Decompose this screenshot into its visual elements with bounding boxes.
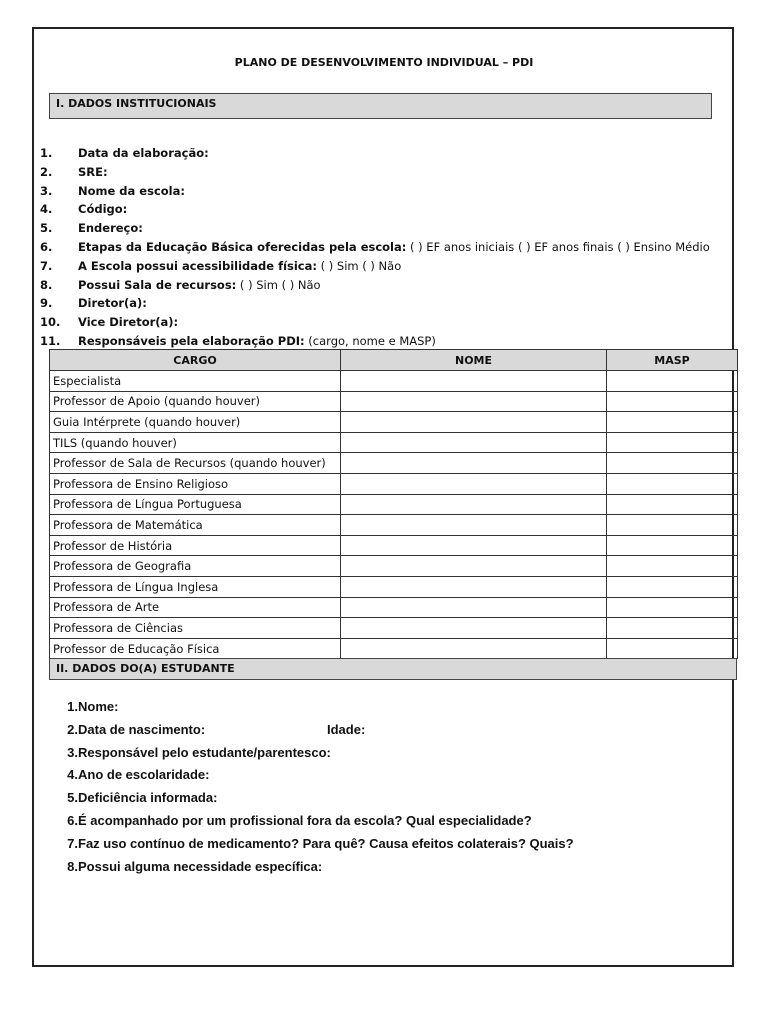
masp-cell[interactable]: [607, 391, 738, 412]
cargo-cell: TILS (quando houver): [50, 432, 341, 453]
nome-cell[interactable]: [341, 432, 607, 453]
nome-cell[interactable]: [341, 371, 607, 392]
cargo-cell: Professor de História: [50, 535, 341, 556]
cargo-cell: Professora de Ensino Religioso: [50, 473, 341, 494]
cargo-cell: Professora de Matemática: [50, 515, 341, 536]
masp-cell[interactable]: [607, 473, 738, 494]
table-row: [50, 453, 738, 474]
table-row: [50, 535, 738, 556]
cargo-cell: Especialista: [50, 371, 341, 392]
masp-cell[interactable]: [607, 535, 738, 556]
nome-cell[interactable]: [341, 453, 607, 474]
column-header-cargo: CARGO: [50, 350, 341, 371]
nome-cell[interactable]: [341, 618, 607, 639]
age-label: Idade:: [327, 721, 366, 737]
table-row: [50, 432, 738, 453]
masp-cell[interactable]: [607, 515, 738, 536]
nome-cell[interactable]: [341, 535, 607, 556]
masp-cell[interactable]: [607, 576, 738, 597]
nome-cell[interactable]: [341, 576, 607, 597]
table-row: [50, 391, 738, 412]
section-header-student: II. DADOS DO(A) ESTUDANTE: [49, 658, 737, 680]
column-header-masp: MASP: [607, 350, 738, 371]
column-header-nome: NOME: [341, 350, 607, 371]
masp-cell[interactable]: [607, 638, 738, 659]
masp-cell[interactable]: [607, 412, 738, 433]
table-header-row: [50, 350, 738, 371]
cargo-cell: Professora de Arte: [50, 597, 341, 618]
table-row: [50, 618, 738, 639]
masp-cell[interactable]: [607, 618, 738, 639]
masp-cell[interactable]: [607, 432, 738, 453]
nome-cell[interactable]: [341, 412, 607, 433]
cargo-cell: Professora de Ciências: [50, 618, 341, 639]
masp-cell[interactable]: [607, 371, 738, 392]
table-row: [50, 597, 738, 618]
table-row: [50, 371, 738, 392]
masp-cell[interactable]: [607, 494, 738, 515]
table-row: [50, 473, 738, 494]
nome-cell[interactable]: [341, 473, 607, 494]
document-title: PLANO DE DESENVOLVIMENTO INDIVIDUAL – PDI: [234, 56, 534, 69]
table-row: [50, 412, 738, 433]
cargo-cell: Professor de Sala de Recursos (quando houver): [50, 453, 341, 474]
nome-cell[interactable]: [341, 597, 607, 618]
nome-cell[interactable]: [341, 391, 607, 412]
nome-cell[interactable]: [341, 638, 607, 659]
nome-cell[interactable]: [341, 556, 607, 577]
table-row: [50, 576, 738, 597]
nome-cell[interactable]: [341, 494, 607, 515]
cargo-cell: Professor de Educação Física: [50, 638, 341, 659]
cargo-cell: Professora de Língua Inglesa: [50, 576, 341, 597]
cargo-cell: Professor de Apoio (quando houver): [50, 391, 341, 412]
masp-cell[interactable]: [607, 597, 738, 618]
cargo-cell: Professora de Língua Portuguesa: [50, 494, 341, 515]
responsibles-table: [49, 349, 738, 659]
masp-cell[interactable]: [607, 453, 738, 474]
section-header-institutional: I. DADOS INSTITUCIONAIS: [49, 93, 712, 119]
nome-cell[interactable]: [341, 515, 607, 536]
table-row: [50, 494, 738, 515]
table-row: [50, 515, 738, 536]
table-row: [50, 556, 738, 577]
table-row: [50, 638, 738, 659]
cargo-cell: Guia Intérprete (quando houver): [50, 412, 341, 433]
cargo-cell: Professora de Geografia: [50, 556, 341, 577]
masp-cell[interactable]: [607, 556, 738, 577]
